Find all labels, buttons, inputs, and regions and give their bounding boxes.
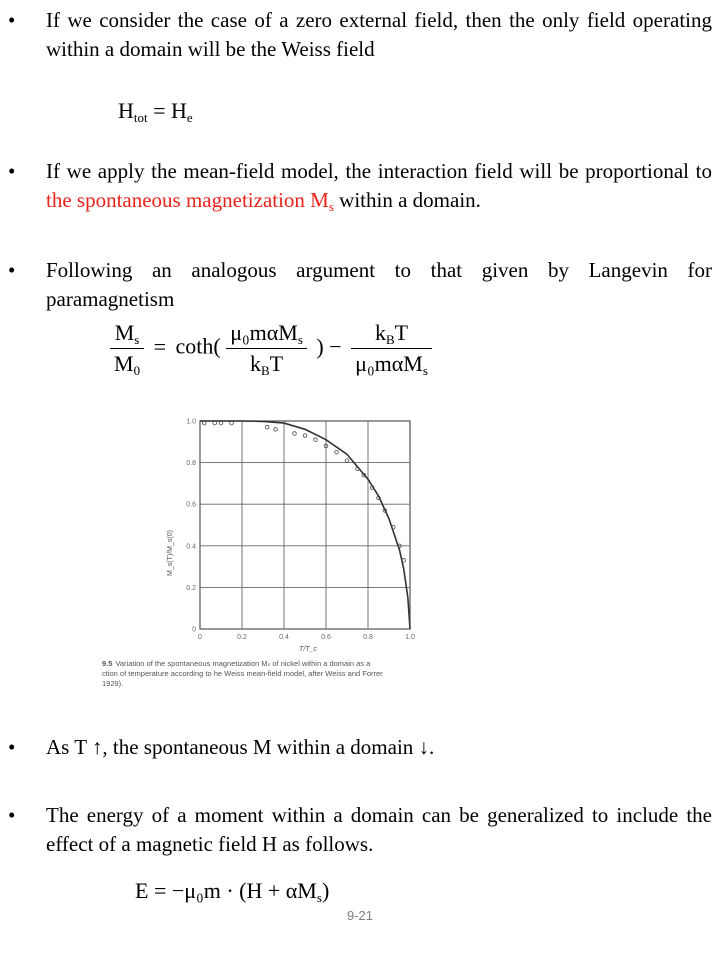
y-tick-label: 1.0	[186, 418, 196, 426]
data-point	[230, 421, 234, 425]
fraction-kt-over-mu: $\frac{k_BT}{\mu_0m\alpha M_s}$	[351, 320, 432, 377]
bullet-text: If we consider the case of a zero external field, then the only field operating within a domain will be the Weiss field	[46, 8, 712, 61]
x-axis-label: T/T_c	[299, 646, 317, 653]
figure-caption	[102, 659, 502, 689]
bullet-text: The energy of a moment within a domain can be generalized to include the effect of a magnetic field H as follows.	[46, 803, 712, 856]
equation-ms-coth: $\frac{M_s}{M_0}$ = coth( $\frac{\mu_0m\alpha M_s}{k_BT}$ ) − $\frac{k_BT}{\mu_0m\alpha M_s}$	[110, 320, 432, 377]
equation-htot: $H_{tot} = H_e$	[118, 98, 193, 125]
plot-frame	[200, 421, 410, 629]
fraction-coth-argument: $\frac{\mu_0m\alpha M_s}{k_BT}$	[226, 320, 307, 377]
data-point	[293, 432, 297, 436]
bullet-marker: •	[8, 159, 16, 183]
highlight-text: the spontaneous magnetization $M_s$	[46, 188, 334, 214]
x-tick-label: 1.0	[405, 634, 415, 641]
data-point	[345, 459, 349, 463]
magnetization-chart	[100, 405, 520, 700]
y-tick-label: 0.8	[186, 460, 196, 468]
theory-curve	[200, 421, 410, 629]
data-point	[303, 434, 307, 438]
bullet-marker: •	[8, 258, 16, 282]
fraction-ms-m0: $\frac{M_s}{M_0}$	[110, 320, 144, 377]
y-tick-label: 0	[192, 626, 196, 634]
data-point	[314, 438, 318, 442]
caption-line-1: Variation of the spontaneous magnetization Mₛ of nickel within a domain as a	[115, 659, 371, 668]
data-point	[274, 428, 278, 432]
data-point	[265, 425, 269, 429]
bullet-text: As T ↑, the spontaneous M within a domain ↓.	[46, 735, 435, 759]
y-tick-label: 0.6	[186, 501, 196, 509]
x-tick-label: 0.6	[321, 634, 331, 641]
data-point	[213, 421, 217, 425]
chart-grid	[200, 421, 410, 629]
bullet-marker: •	[8, 8, 16, 32]
caption-line-3: 1929).	[102, 679, 124, 688]
bullet-marker: •	[8, 803, 16, 827]
x-tick-label: 0.4	[279, 634, 289, 641]
x-tick-label: 0.8	[363, 634, 373, 641]
bullet-text: Following an analogous argument to that given by Langevin for paramagnetism	[46, 258, 712, 311]
y-tick-label: 0.4	[186, 543, 196, 551]
data-point	[202, 421, 206, 425]
data-point	[219, 421, 223, 425]
x-tick-label: 0.2	[237, 634, 247, 641]
page-number: 9-21	[346, 908, 374, 923]
chart-ticks	[186, 419, 415, 642]
caption-line-2: ction of temperature according to he Weiss mean-field model, after Weiss and Forrer	[102, 669, 383, 678]
caption-label: 9.5	[102, 659, 113, 668]
bullet-marker: •	[8, 735, 16, 759]
bullet-text: If we apply the mean-field model, the interaction field will be proportional to the spontaneous magnetization $M_s$ within a domain.	[46, 159, 712, 214]
x-tick-label: 0	[198, 634, 202, 641]
data-point	[335, 450, 339, 454]
y-axis-label: M_s(T)/M_s(0)	[167, 530, 174, 576]
y-tick-label: 0.2	[186, 584, 196, 592]
figure-magnetization	[100, 405, 520, 705]
equation-energy: $E = -\mu_0m \cdot (H + \alpha M_s)$	[135, 878, 330, 905]
